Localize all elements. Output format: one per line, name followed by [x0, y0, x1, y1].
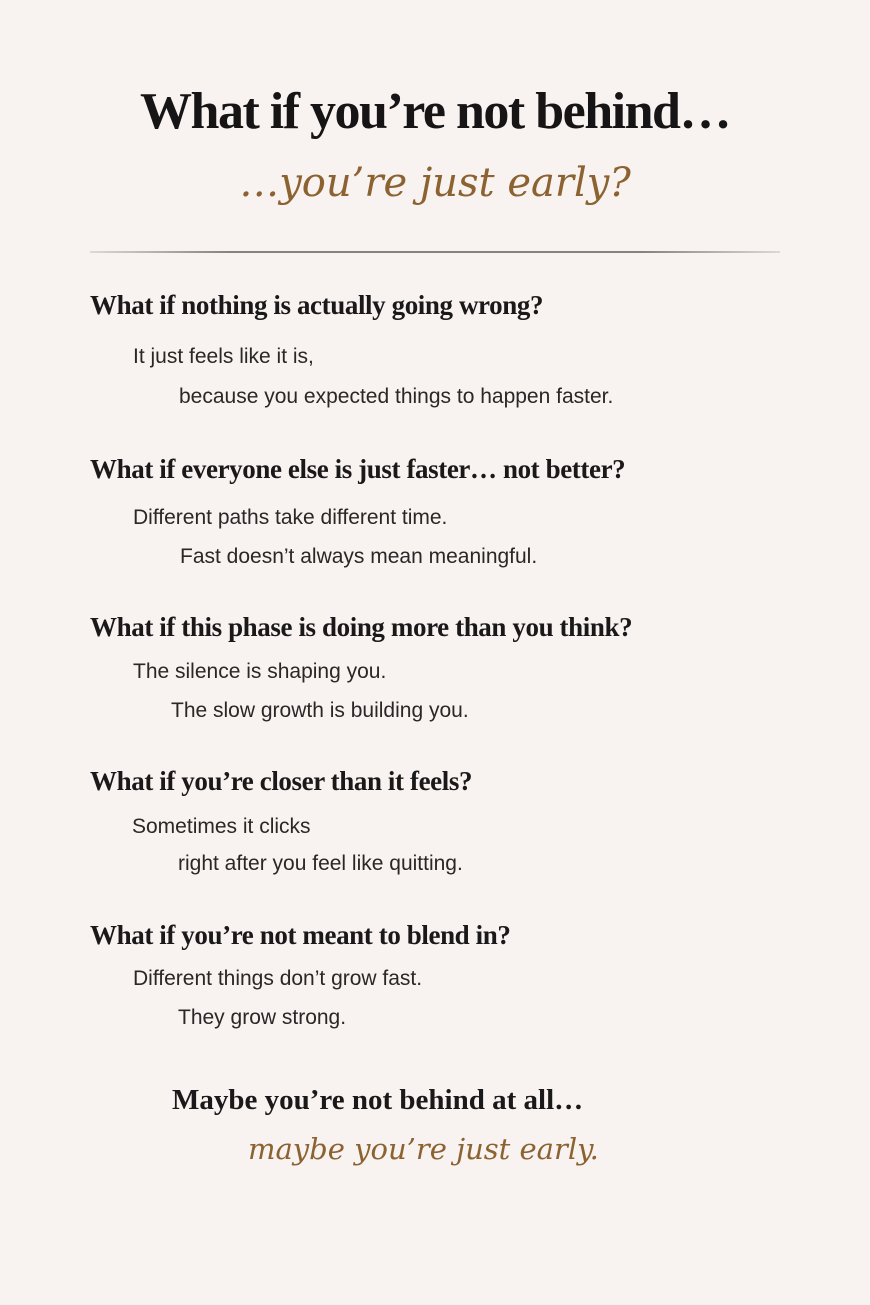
section-line: Fast doesn’t always mean meaningful.	[180, 545, 538, 568]
section-line: Sometimes it clicks	[132, 815, 311, 838]
section-line: Different things don’t grow fast.	[133, 967, 423, 990]
closing-script: maybe you’re just early.	[248, 1132, 599, 1166]
section-question: What if everyone else is just faster… not better?	[90, 454, 626, 484]
section-question: What if nothing is actually going wrong?	[90, 290, 544, 320]
section-line: Different paths take different time.	[133, 506, 448, 529]
section-question: What if you’re closer than it feels?	[90, 766, 473, 796]
section-line: It just feels like it is,	[133, 345, 314, 368]
section-line: because you expected things to happen faster.	[179, 385, 614, 408]
section-line: The silence is shaping you.	[133, 660, 387, 683]
page-subtitle: …you’re just early?	[239, 160, 631, 206]
closing-line: Maybe you’re not behind at all…	[172, 1084, 584, 1116]
section-line: They grow strong.	[178, 1006, 347, 1029]
section-question: What if you’re not meant to blend in?	[90, 920, 511, 950]
divider	[90, 251, 780, 253]
section-question: What if this phase is doing more than you think?	[90, 612, 633, 642]
section-line: right after you feel like quitting.	[178, 852, 463, 875]
section-line: The slow growth is building you.	[171, 699, 469, 722]
page-title: What if you’re not behind…	[140, 83, 730, 140]
